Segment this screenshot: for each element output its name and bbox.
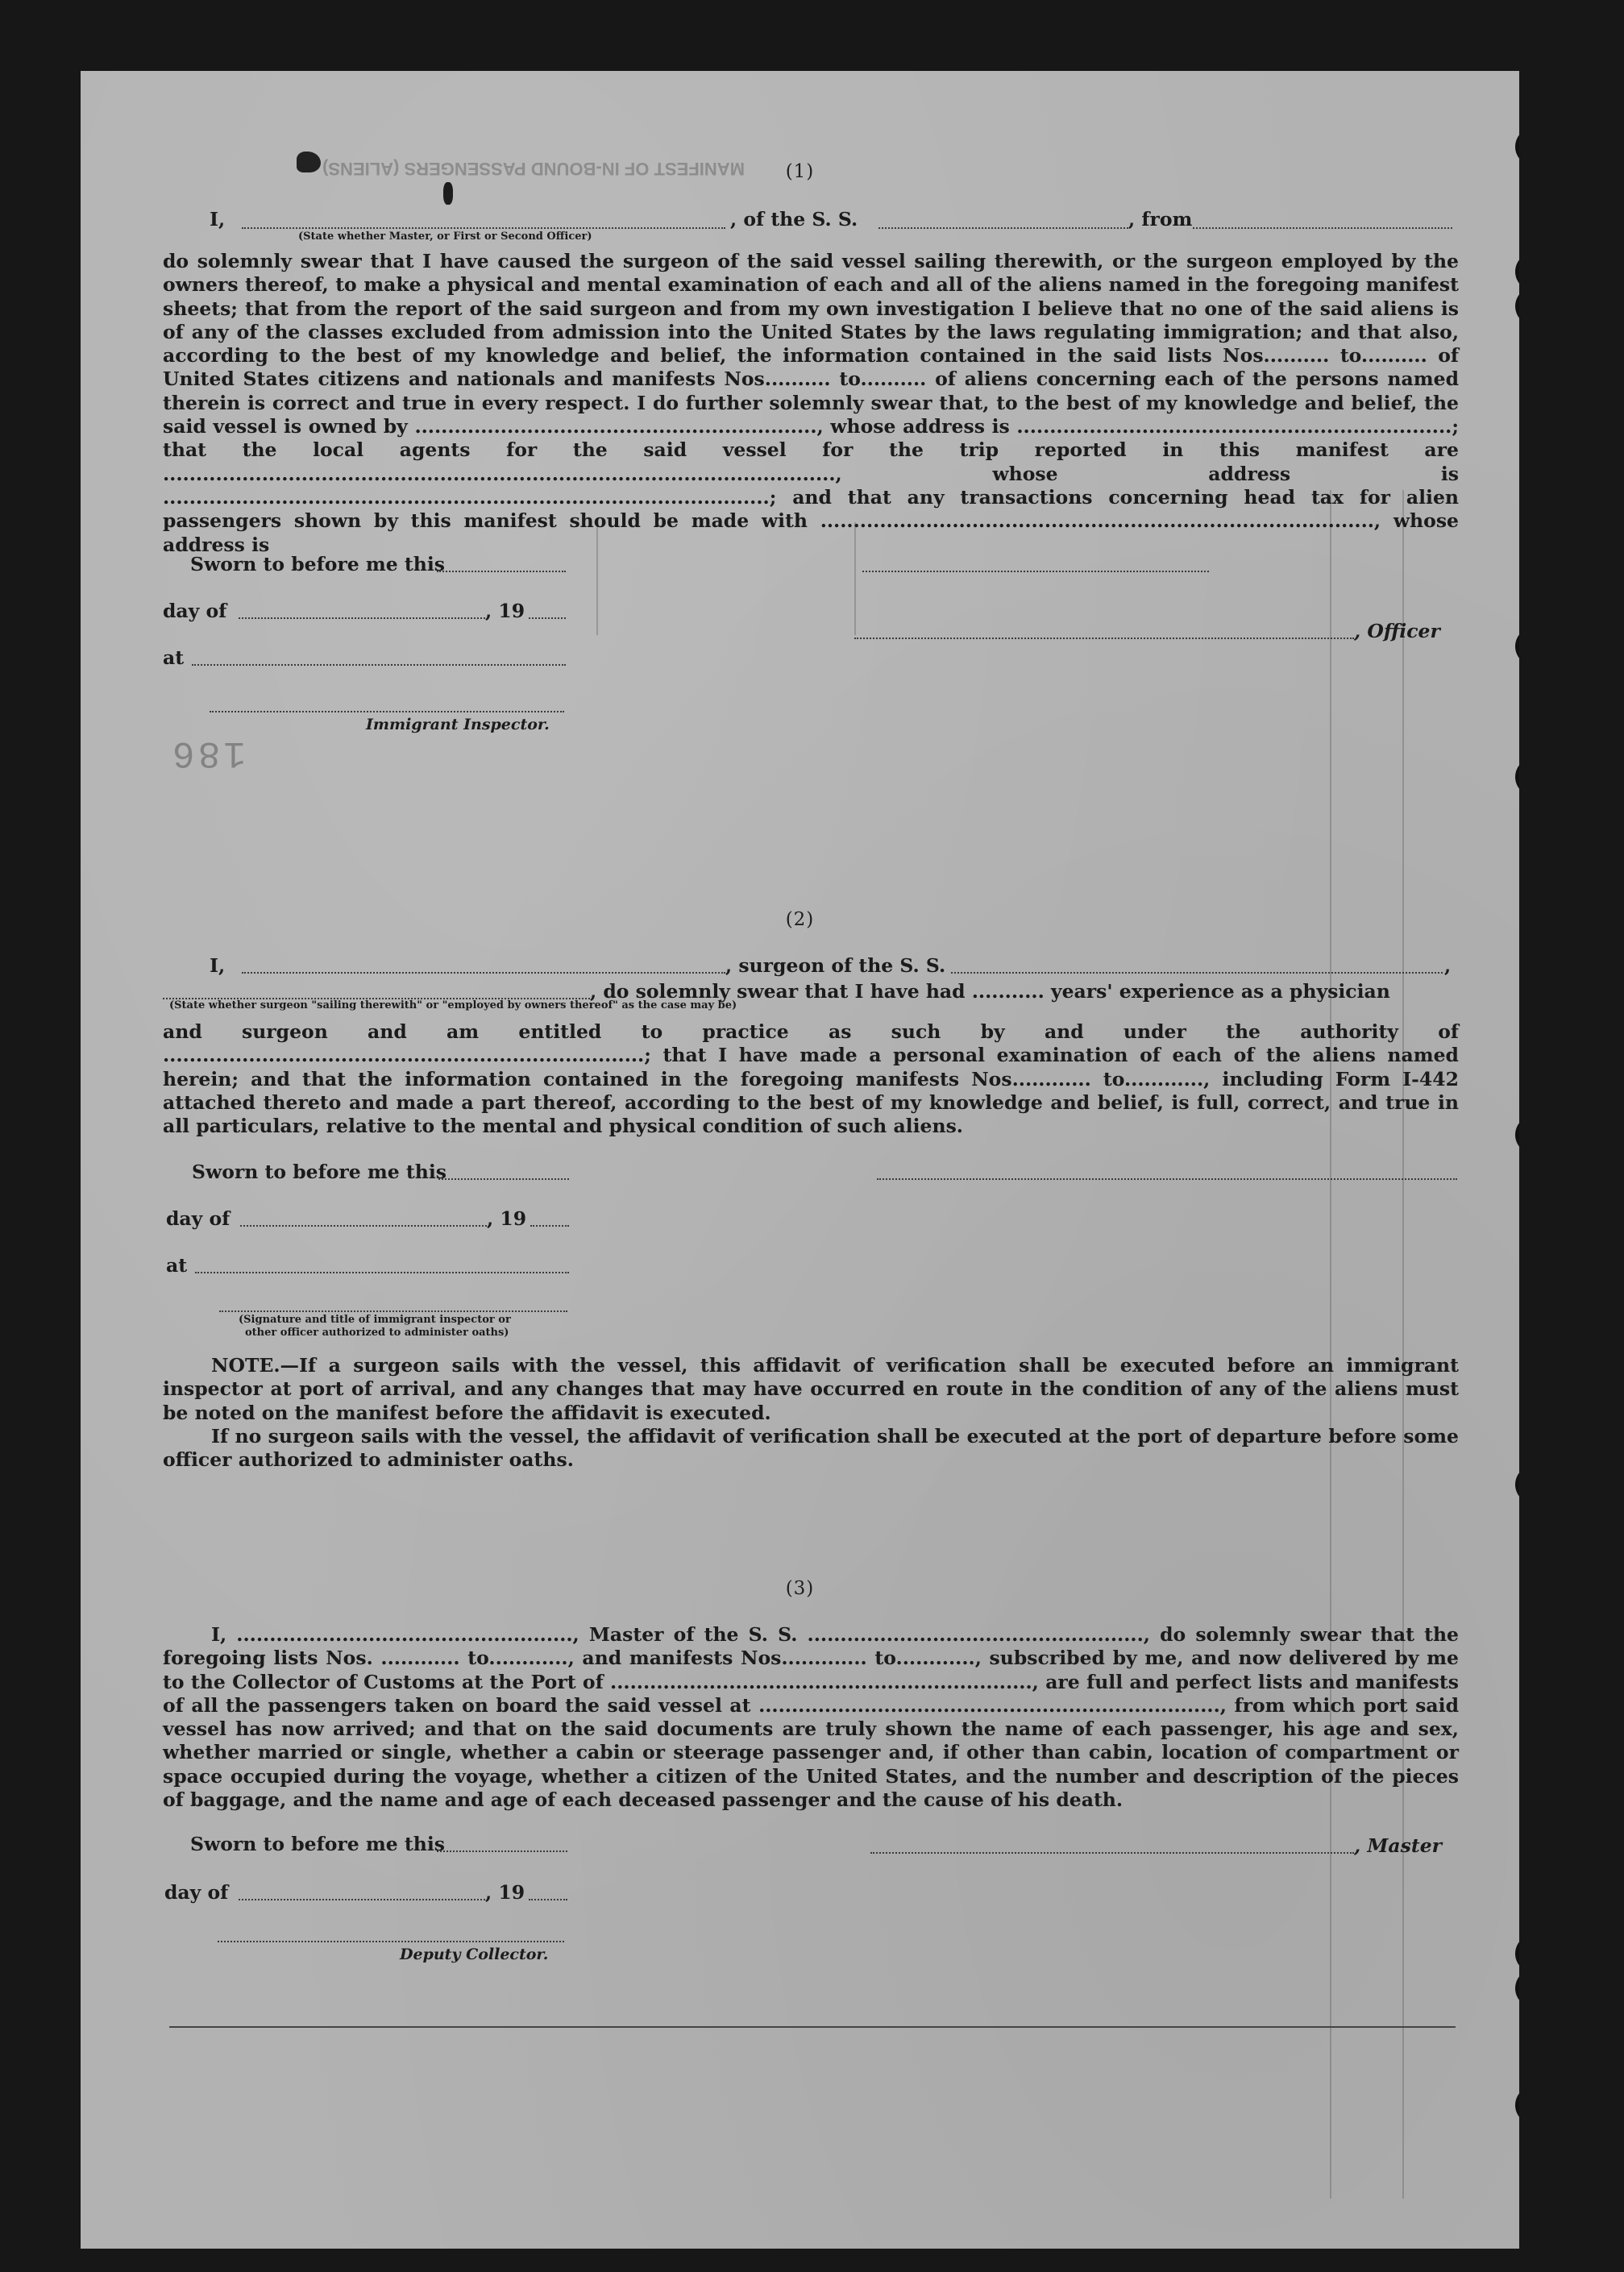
section-3-day-field[interactable] — [239, 1899, 485, 1900]
officer-name-field[interactable] — [242, 227, 725, 229]
immigrant-inspector-label: Immigrant Inspector. — [366, 716, 550, 733]
punch-hole — [1515, 1115, 1519, 1154]
section-1-from: , from — [1128, 208, 1193, 231]
punch-hole — [1515, 758, 1519, 796]
section-2-day-of: day of — [166, 1207, 231, 1230]
document-page — [81, 71, 1519, 2249]
surgeon-name-field[interactable] — [242, 972, 725, 974]
section-1-i: I, — [210, 208, 226, 231]
master-signature-field[interactable] — [870, 1852, 1354, 1854]
section-3-body: I, ..................................................., Master of the S. S. ..................................................., do solemnly swear that the foregoing lists Nos. ............ to............, and manifests Nos............. to............, subscribed by me, and now delivered by me to the Collector of Customs at the Port of ................................................................, are full and perfect lists and manifests of all the passengers taken on board the said vessel at ......................................................................, from which port said vessel has now arrived; and that on the said documents are truly shown the name of each passenger, his age and sex, whether married or single, whether a cabin or steerage passenger and, if other than cabin, location of compartment or space occupied during the voyage, whether a citizen of the United States, and the number and description of the pieces of baggage, and the name and age of each deceased passenger and the cause of his death. — [163, 1623, 1459, 1812]
section-1-of-ss: , of the S. S. — [730, 208, 858, 231]
section-2-signature-field[interactable] — [877, 1178, 1457, 1180]
signature-caption-2: other officer authorized to administer oaths) — [245, 1327, 509, 1339]
paper-tear — [443, 182, 453, 205]
section-2-year: , 19 — [487, 1207, 527, 1230]
section-1-sworn: Sworn to before me this — [190, 553, 446, 575]
signature-field[interactable] — [862, 571, 1209, 572]
punch-hole — [1515, 1934, 1519, 1973]
punch-hole — [1515, 252, 1519, 291]
master-label: , Master — [1354, 1834, 1443, 1857]
section-1-at: at — [163, 646, 185, 669]
at-place-field[interactable] — [192, 664, 566, 666]
section-1-year: , 19 — [485, 600, 525, 622]
bleed-through-header: MANIFEST OF IN-BOUND PASSENGERS (ALIENS) — [322, 159, 745, 179]
bottom-rule — [169, 2026, 1456, 2028]
surgeon-caption: (State whether surgeon "sailing therewith" or "employed by owners thereof" as the case may be) — [169, 999, 737, 1011]
vessel-name-field[interactable] — [878, 227, 1128, 229]
year-field[interactable] — [529, 617, 566, 619]
bleed-through-grid — [1330, 490, 1331, 2199]
collector-signature-field[interactable] — [218, 1941, 564, 1942]
section-2-sworn: Sworn to before me this — [192, 1161, 447, 1183]
punch-hole — [1515, 127, 1519, 166]
section-2-note-2: If no surgeon sails with the vessel, the affidavit of verification shall be executed at the port of departure before some officer authorized to administer oaths. — [163, 1425, 1459, 1472]
section-2-swear: , do solemnly swear that I have had ........... years' experience as a physician — [590, 980, 1390, 1003]
section-2-sworn-date-field[interactable] — [438, 1178, 569, 1180]
from-port-field[interactable] — [1193, 227, 1452, 229]
inspector-signature-field[interactable] — [210, 711, 564, 712]
punch-hole — [1515, 1465, 1519, 1504]
section-2-body: and surgeon and am entitled to practice as such by and under the authority of .........................................................................; that I have made a personal examination of each of the aliens named herein; and that the information contained in the foregoing manifests Nos............ to............, including Form I-442 attached thereto and made a part thereof, according to the best of my knowledge and belief, is full, correct, and true in all particulars, relative to the mental and physical condition of such aliens. — [163, 1020, 1459, 1138]
section-2-year-field[interactable] — [530, 1225, 569, 1227]
signature-caption-1: (Signature and title of immigrant inspector or — [239, 1314, 511, 1326]
section-1-body: do solemnly swear that I have caused the surgeon of the said vessel sailing therewith, or the surgeon employed by the owners thereof, to make a physical and mental examination of each and all of the aliens named in the foregoing manifest sheets; that from the report of the said surgeon and from my own investigation I believe that no one of the said aliens is of any of the classes excluded from admission into the United States by the laws regulating immigration; and that also, according to the best of my knowledge and belief, the information contained in the said lists Nos.......... to.......... of United States citizens and nationals and manifests Nos.......... to.......... of aliens concerning each of the persons named therein is correct and true in every respect. I do further solemnly swear that, to the best of my knowledge and belief, the said vessel is owned by ............................................................., whose address is ..................................................................; that the local agents for the said vessel for the trip reported in this manifest are ......................................................................................................, whose address is ............................................................................................; and that any transactions concerning head tax for alien passengers shown by this manifest should be made with ...................................................................................., whose address is — [163, 250, 1459, 556]
section-3-number: (3) — [785, 1578, 815, 1599]
section-3-day-of: day of — [164, 1881, 229, 1904]
section-2-surgeon-of: , surgeon of the S. S. — [725, 954, 946, 977]
section-3-sworn-date-field[interactable] — [437, 1850, 567, 1852]
section-2-i: I, — [210, 954, 226, 977]
section-2-comma: , — [1444, 954, 1452, 977]
section-2-inspector-field[interactable] — [219, 1310, 567, 1312]
section-1-number: (1) — [785, 161, 815, 182]
sworn-date-field[interactable] — [437, 571, 566, 572]
section-2-day-field[interactable] — [240, 1225, 487, 1227]
section-2-number: (2) — [785, 909, 815, 930]
officer-caption: (State whether Master, or First or Second Officer) — [298, 231, 592, 243]
section-3-year-field[interactable] — [529, 1899, 567, 1900]
punch-hole — [1515, 287, 1519, 326]
bleed-through-stamp: 186 — [169, 732, 246, 774]
section-3-year: , 19 — [485, 1881, 525, 1904]
bleed-through-grid — [1402, 490, 1404, 2199]
officer-signature-field[interactable] — [854, 638, 1354, 639]
section-2-vessel-field[interactable] — [951, 972, 1443, 974]
deputy-collector-label: Deputy Collector. — [400, 1946, 549, 1963]
day-of-field[interactable] — [239, 617, 485, 619]
section-2-note: NOTE.—If a surgeon sails with the vessel, this affidavit of verification shall be executed before an immigrant inspector at port of arrival, and any changes that may have occurred en route in the condition of any of the aliens must be noted on the manifest before the affidavit is executed. — [163, 1354, 1459, 1424]
punch-hole — [1515, 1969, 1519, 2008]
section-2-at-field[interactable] — [195, 1272, 569, 1273]
section-1-day-of: day of — [163, 600, 227, 622]
section-2-at: at — [166, 1254, 188, 1277]
punch-hole — [1515, 627, 1519, 666]
officer-label: , Officer — [1354, 620, 1440, 642]
section-3-sworn: Sworn to before me this — [190, 1833, 446, 1855]
punch-hole — [1515, 2086, 1519, 2125]
